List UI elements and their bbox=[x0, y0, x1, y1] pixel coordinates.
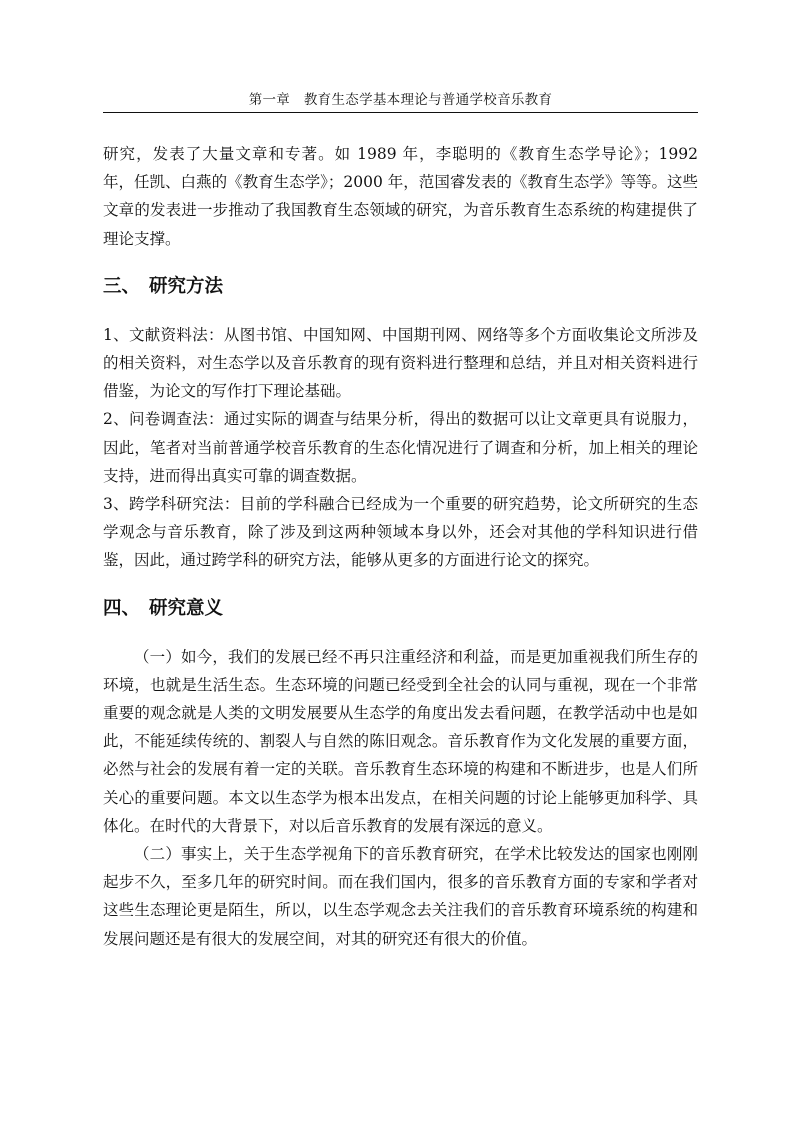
section-title: 研究意义 bbox=[149, 597, 224, 619]
method-item-survey: 2、问卷调查法：通过实际的调查与结果分析，得出的数据可以让文章更具有说服力，因此，笔者对当前普通学校音乐教育的生态化情况进行了调查和分析，加上相关的理论支持，进而得出真实可靠的调查数据。 bbox=[103, 410, 698, 485]
significance-paragraph-1: （一）如今，我们的发展已经不再只注重经济和利益，而是更加重视我们所生存的环境，也就是生活生态。生态环境的问题已经受到全社会的认同与重视，现在一个非常重要的观念就是人类的文明发展要从生态学的角度出发去看问题，在教学活动中也是如此，不能延续传统的、割裂人与自然的陈旧观念。音乐教育作为文化发展的重要方面，必然与社会的发展有着一定的关联。音乐教育生态环境的构建和不断进步，也是人们所关心的重要问题。本文以生态学为根本出发点，在相关问题的讨论上能够更加科学、具体化。在时代的大背景下，对以后音乐教育的发展有深远的意义。 bbox=[103, 647, 698, 835]
method-item-interdisciplinary: 3、跨学科研究法：目前的学科融合已经成为一个重要的研究趋势，论文所研究的生态学观念与音乐教育，除了涉及到这两种领域本身以外，还会对其他的学科知识进行借鉴，因此，通过跨学科的研究方法，能够从更多的方面进行论文的探究。 bbox=[103, 495, 698, 570]
section-heading-methods bbox=[103, 273, 698, 301]
section-heading-significance bbox=[103, 595, 698, 623]
section-title: 研究方法 bbox=[149, 275, 224, 297]
intro-paragraph: 研究，发表了大量文章和专著。如 1989 年，李聪明的《教育生态学导论》；1992 年，任凯、白燕的《教育生态学》；2000 年，范国睿发表的《教育生态学》等等。这些文章的发表进一步推动了我国教育生态领域的研究，为音乐教育生态系统的构建提供了理论支撑。 bbox=[103, 145, 698, 248]
page-content bbox=[103, 140, 698, 953]
section-number: 四、 bbox=[103, 597, 141, 619]
method-item-literature: 1、文献资料法：从图书馆、中国知网、中国期刊网、网络等多个方面收集论文所涉及的相关资料，对生态学以及音乐教育的现有资料进行整理和总结，并且对相关资料进行借鉴，为论文的写作打下理论基础。 bbox=[103, 325, 698, 401]
significance-paragraph-2: （二）事实上，关于生态学视角下的音乐教育研究，在学术比较发达的国家也刚刚起步不久，至多几年的研究时间。而在我们国内，很多的音乐教育方面的专家和学者对这些生态理论更是陌生，所以，以生态学观念去关注我们的音乐教育环境系统的构建和发展问题还是有很大的发展空间，对其的研究还有很大的价值。 bbox=[103, 845, 698, 948]
running-header: 第一章 教育生态学基本理论与普通学校音乐教育 bbox=[248, 92, 553, 108]
section-number: 三、 bbox=[103, 275, 141, 297]
header-rule bbox=[103, 112, 698, 113]
